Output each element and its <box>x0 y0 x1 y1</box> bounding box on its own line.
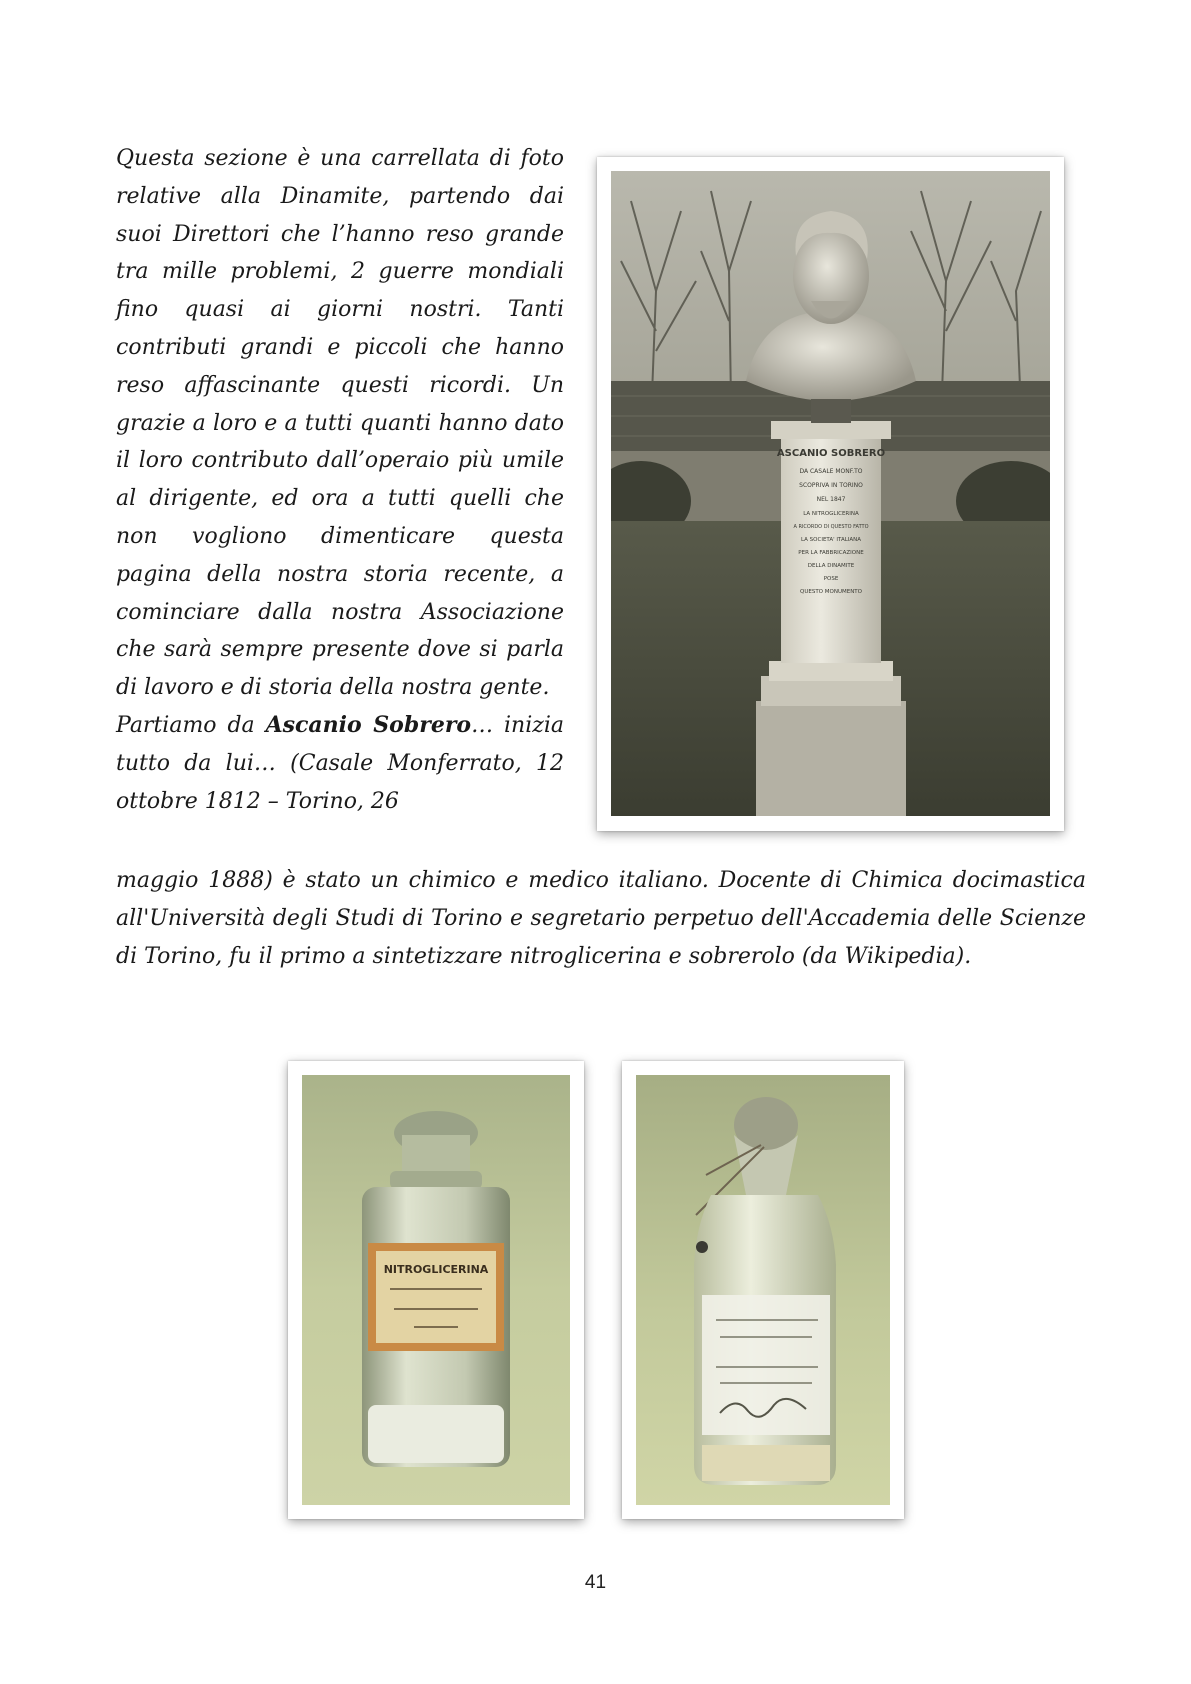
intro-paragraph: Questa sezione è una carrellata di foto relative alla Dinamite, partendo dai suoi Direttori che l’hanno reso grande tra mille problemi, 2 guerre mondiali fino quasi ai giorni nostri. Tanti contributi grandi e piccoli che hanno reso affascinante questi ricordi. Un grazie a loro e a tutti quanti hanno dato il loro contributo dall’operaio più umile al dirigente, ed ora a tutti quelli che non vogliono dimenticare questa pagina della nostra storia recente, a cominciare dalla nostra Associazione che sarà sempre presente dove si parla di lavoro e di storia della nostra gente. <box>116 146 564 701</box>
svg-text:DELLA DINAMITE: DELLA DINAMITE <box>807 563 855 569</box>
svg-text:A RICORDO DI QUESTO FATTO: A RICORDO DI QUESTO FATTO <box>793 524 869 530</box>
monument-photo <box>597 157 1064 831</box>
jar-label-title: NITROGLICERINA <box>383 1263 489 1276</box>
sobrero-rest-top: … inizia tutto da lui… (Casale Monferrato, 12 ottobre 1812 – Torino, 26 <box>116 712 564 814</box>
nitroglycerin-jar-image <box>302 1075 570 1505</box>
inscription-name: ASCANIO SOBRERO <box>776 448 886 459</box>
svg-text:SCOPRIVA IN TORINO: SCOPRIVA IN TORINO <box>799 482 863 489</box>
jar-photo-left <box>288 1061 584 1519</box>
svg-text:LA NITROGLICERINA: LA NITROGLICERINA <box>803 511 859 517</box>
page-number: 41 <box>584 1572 607 1593</box>
text-column <box>116 140 564 820</box>
svg-text:PER LA FABBRICAZIONE: PER LA FABBRICAZIONE <box>798 550 864 556</box>
svg-text:LA SOCIETA' ITALIANA: LA SOCIETA' ITALIANA <box>800 537 862 543</box>
wrapped-bottle-image <box>636 1075 890 1505</box>
svg-text:POSE: POSE <box>823 576 839 582</box>
svg-text:DA CASALE MONF.TO: DA CASALE MONF.TO <box>799 468 863 475</box>
svg-text:NEL 1847: NEL 1847 <box>816 496 846 503</box>
sobrero-name: Ascanio Sobrero <box>265 711 472 738</box>
sobrero-lead: Partiamo da <box>116 712 266 738</box>
monument-image <box>611 171 1050 816</box>
sobrero-paragraph-bottom: maggio 1888) è stato un chimico e medico italiano. Docente di Chimica docimastica all'Università degli Studi di Torino e segretario perpetuo dell'Accademia delle Scienze di Torino, fu il primo a sintetizzare nitroglicerina e sobrerolo (da Wikipedia). <box>116 868 1086 969</box>
sobrero-paragraph-top <box>116 707 564 820</box>
jar-photo-right <box>622 1061 904 1519</box>
svg-text:QUESTO MONUMENTO: QUESTO MONUMENTO <box>800 589 862 595</box>
text-full-width <box>116 862 1086 975</box>
